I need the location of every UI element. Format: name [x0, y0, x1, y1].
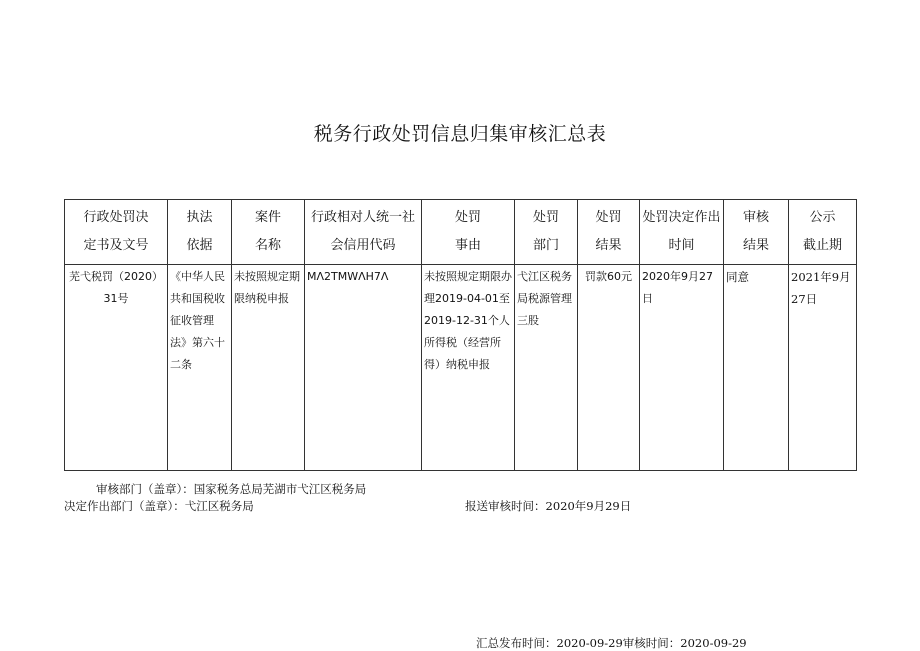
header-row: [65, 200, 857, 265]
publish-review-time: 汇总发布时间：2020-09-29审核时间：2020-09-29: [476, 636, 747, 650]
header-cell-review-result: 审核 结果: [724, 200, 789, 265]
header-cell-basis: 执法 依据: [168, 200, 232, 265]
cell-case-name: 未按照规定期限纳税申报: [232, 265, 305, 471]
cell-result: 罚款60元: [578, 265, 640, 471]
cell-deadline: 2021年9月27日: [789, 265, 857, 471]
submit-time: 报送审核时间：2020年9月29日: [465, 499, 632, 513]
header-cell-department: 处罚 部门: [515, 200, 578, 265]
table-row: [65, 265, 857, 471]
header-cell-result: 处罚 结果: [578, 200, 640, 265]
header-cell-deadline: 公示 截止期: [789, 200, 857, 265]
header-cell-credit-code: 行政相对人统一社 会信用代码: [305, 200, 422, 265]
header-cell-reason: 处罚 事由: [422, 200, 515, 265]
decision-department: 决定作出部门（盖章）：弋江区税务局: [64, 499, 254, 513]
cell-decision-date: 2020年9月27日: [640, 265, 724, 471]
header-cell-doc-no: 行政处罚决 定书及文号: [65, 200, 168, 265]
review-department: 审核部门（盖章）：国家税务总局芜湖市弋江区税务局: [96, 482, 367, 496]
summary-table: [64, 199, 857, 471]
cell-credit-code: MΛ2TMWΛH7Λ: [305, 265, 422, 471]
header-cell-case-name: 案件 名称: [232, 200, 305, 265]
cell-basis: 《中华人民共和国税收征收管理法》第六十二条: [168, 265, 232, 471]
cell-doc-no: 芜弋税罚（2020）31号: [65, 265, 168, 471]
cell-reason: 未按照规定期限办理2019-04-01至2019-12-31个人所得税（经营所得）纳税申报: [422, 265, 515, 471]
cell-department: 弋江区税务局税源管理三股: [515, 265, 578, 471]
page-title: 税务行政处罚信息归集审核汇总表: [313, 123, 607, 145]
cell-review-result: 同意: [724, 265, 789, 471]
header-cell-decision-date: 处罚决定作出 时间: [640, 200, 724, 265]
